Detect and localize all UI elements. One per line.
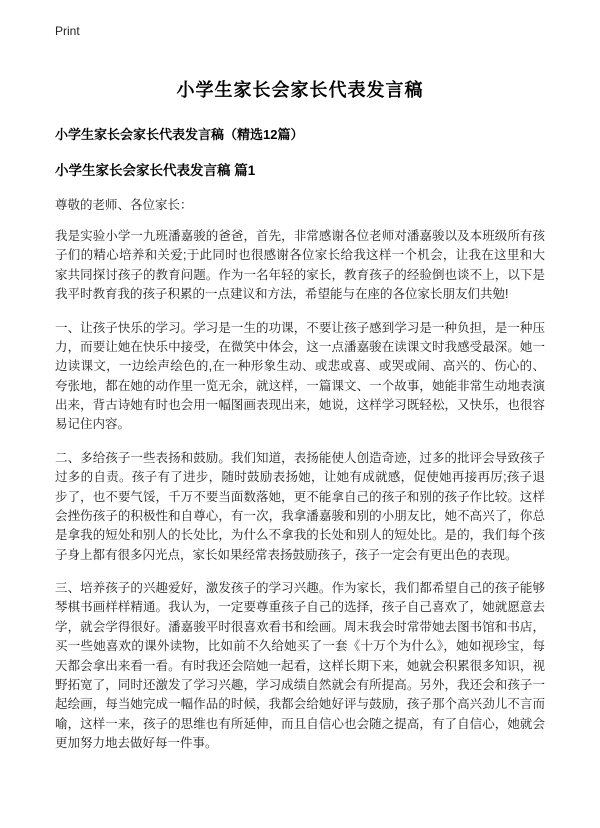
salutation-line: 尊敬的老师、各位家长： <box>55 198 193 212</box>
article-subtitle: 小学生家长会家长代表发言稿（精选12篇） <box>55 127 304 142</box>
paragraph-point-3: 三、培养孩子的兴趣爱好，激发孩子的学习兴趣。作为家长，我们都希望自己的孩子能够琴棋书画样样精通。我认为，一定要尊重孩子自己的选择，孩子自己喜欢了，她就愿意去学，就会学得很好。潘嘉骏平时很喜欢看书和绘画。周末我会时常带她去图书馆和书店，买一些她喜欢的课外读物，比如前不久给她买了一套《十万个为什么》，她如视珍宝，每天都会拿出来看一看。有时我还会陪她一起看，这样长期下来，她就会积累很多知识，视野拓宽了，同时还激发了学习兴趣，学习成绩自然就会有所提高。另外，我还会和孩子一起绘画，每当她完成一幅作品的时候，我都会给她好评与鼓励，孩子那个高兴劲儿不言而喻，这样一来，孩子的思维也有所延伸，而且自信心也会随之提高，有了自信心，她就会更加努力地去做好每一件事。 <box>55 581 545 750</box>
paragraph-point-2: 二、多给孩子一些表扬和鼓励。我们知道，表扬能使人创造奇迹，过多的批评会导致孩子过多的自责。孩子有了进步，随时鼓励表扬她，让她有成就感，促使她再接再厉;孩子退步了，也不要气馁，千万不要当面数落她，更不能拿自己的孩子和别的孩子作比较。这样会挫伤孩子的积极性和自尊心，有一次，我拿潘嘉骏和别的小朋友比，她不高兴了，你总是拿我的短处和别人的长处比，为什么不拿我的长处和别人的短处比。是的，我们每个孩子身上都有很多闪光点，家长如果经常表扬鼓励孩子，孩子一定会有更出色的表现。 <box>55 450 545 562</box>
paragraph-point-1: 一、让孩子快乐的学习。学习是一生的功课，不要让孩子感到学习是一种负担，是一种压力，而要让她在快乐中接受，在微笑中体会，这一点潘嘉骏在读课文时我感受最深。她一边读课文，一边绘声绘色的,在一种形象生动、或悲或喜、或哭或闹、高兴的、伤心的、夸张地，都在她的动作里一览无余，就这样，一篇课文、一个故事，她能非常生动地表演出来，背古诗她有时也会用一幅图画表现出来，她说，这样学习既轻松，又快乐，也很容易记住内容。 <box>55 320 545 432</box>
print-button[interactable]: Print <box>55 24 80 38</box>
section-heading-part1: 小学生家长会家长代表发言稿 篇1 <box>55 163 256 178</box>
page-title: 小学生家长会家长代表发言稿 <box>176 80 424 100</box>
paragraph-intro: 我是实验小学一九班潘嘉骏的爸爸，首先，非常感谢各位老师对潘嘉骏以及本班级所有孩子们的精心培养和关爱;于此同时也很感谢各位家长给我这样一个机会，让我在这里和大家共同探讨孩子的教育问题。作为一名年轻的家长，教育孩子的经验倒也谈不上，以下是我平时教育我的孩子积累的一点建议和方法，希望能与在座的各位家长朋友们共勉! <box>55 229 545 302</box>
